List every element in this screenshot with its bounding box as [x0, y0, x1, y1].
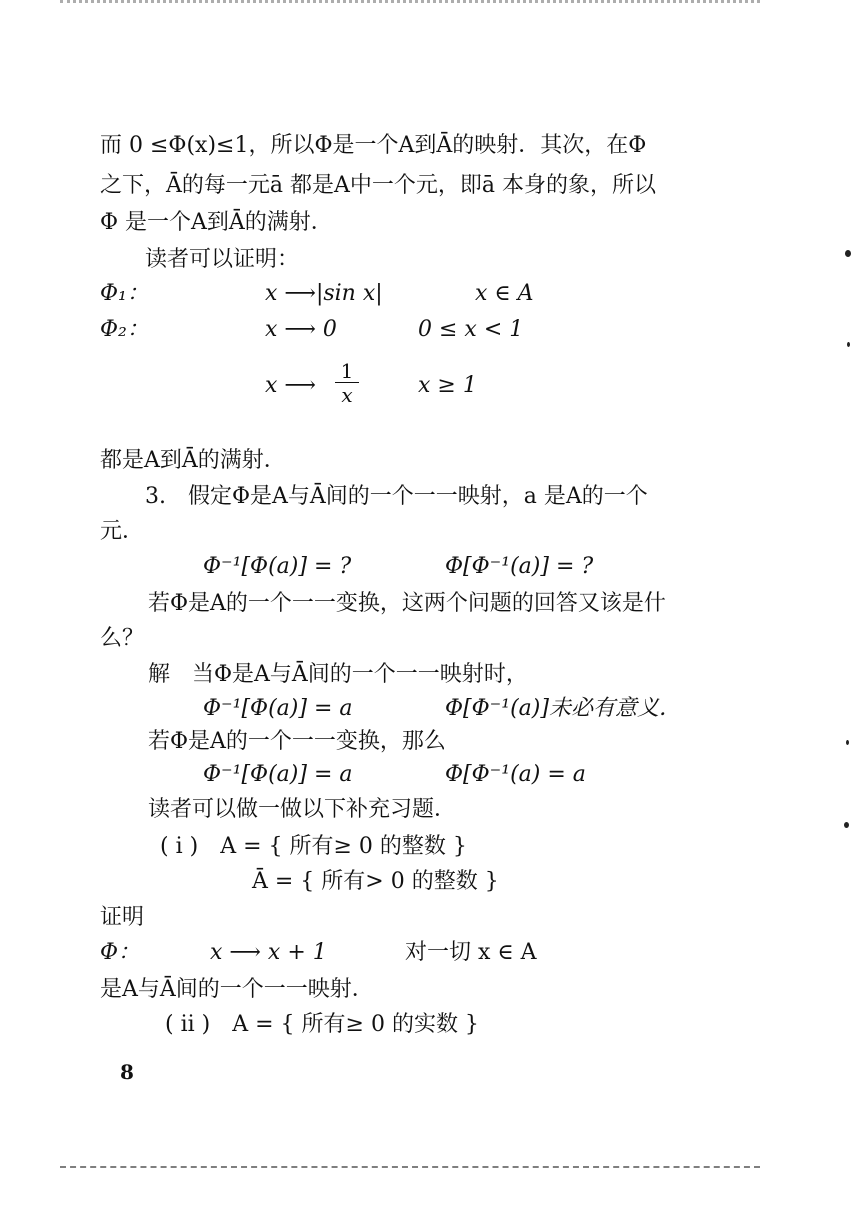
paragraph-text: 是A与Ā间的一个一一映射． [100, 977, 374, 1002]
formula: Φ[Φ⁻¹(a)] = ? [445, 554, 594, 579]
text-line [0, 862, 868, 902]
exercise-item: ( ii ) A = { 所有≥ 0 的实数 } [165, 1012, 479, 1037]
text-line [0, 477, 868, 517]
text-line [0, 584, 868, 624]
formula-line [0, 274, 868, 314]
exercise-item: ( i ) A = { 所有≥ 0 的整数 } [160, 834, 467, 859]
text-line [0, 1005, 868, 1045]
phi1-mapping: x ⟶|sin x| [265, 281, 383, 306]
phi1-domain: x ∈ A [475, 281, 534, 306]
solution-text: 读者可以做一做以下补充习题． [148, 797, 457, 822]
paragraph-text: 都是A到Ā的满射． [100, 448, 286, 473]
fraction [335, 360, 359, 407]
fraction-numerator: 1 [335, 360, 359, 383]
paragraph-text: Φ 是一个A到Ā的满射． [100, 210, 333, 235]
formula-line [0, 755, 868, 795]
phi2-label: Φ₂： [100, 317, 149, 342]
phi-domain: 对一切 x ∈ A [405, 940, 537, 965]
phi2-domain: 0 ≤ x < 1 [418, 317, 524, 342]
fraction-denominator: x [341, 383, 353, 407]
formula-line [0, 547, 868, 587]
page-number: 8 [120, 1060, 134, 1084]
formula: Φ⁻¹[Φ(a)] = ? [203, 554, 352, 579]
phi-mapping: x ⟶ x + 1 [210, 940, 327, 965]
phi2-mapping-second: x ⟶ [265, 373, 316, 398]
text-line [0, 126, 868, 166]
exercise-text: 么？ [100, 626, 145, 651]
text-line [0, 827, 868, 867]
formula: Φ[Φ⁻¹(a)]未必有意义． [445, 696, 681, 721]
formula-line [0, 933, 868, 973]
text-line [0, 166, 868, 206]
scan-speck [844, 822, 849, 828]
exercise-text: 若Φ是A的一个一一变换，这两个问题的回答又该是什 [148, 591, 666, 616]
phi-label: Φ： [100, 940, 141, 965]
text-line [0, 619, 868, 659]
phi2-mapping: x ⟶ 0 [265, 317, 337, 342]
scan-speck [847, 342, 850, 347]
scan-edge-bottom [60, 1166, 760, 1171]
proof-heading: 证明 [100, 905, 145, 930]
formula: Φ[Φ⁻¹(a) = a [445, 762, 586, 787]
exercise-text: 3. 假定Φ是A与Ā间的一个一一映射，a 是A的一个 [145, 484, 648, 509]
paragraph-text: 读者可以证明： [145, 247, 300, 272]
text-line [0, 790, 868, 830]
text-line [0, 203, 868, 243]
formula-line [0, 310, 868, 350]
text-line [0, 441, 868, 481]
text-line [0, 898, 868, 938]
scan-speck [845, 250, 851, 257]
solution-text: 若Φ是A的一个一一变换，那么 [148, 729, 446, 754]
exercise-item: Ā = { 所有> 0 的整数 } [252, 869, 499, 894]
scan-speck [846, 740, 849, 745]
formula: Φ⁻¹[Φ(a)] = a [203, 696, 353, 721]
solution-text: 解 当Φ是A与Ā间的一个一一映射时， [148, 662, 528, 687]
phi1-label: Φ₁： [100, 281, 149, 306]
phi2-domain-second: x ≥ 1 [418, 373, 477, 398]
formula: Φ⁻¹[Φ(a)] = a [203, 762, 353, 787]
formula-line [0, 366, 868, 406]
exercise-text: 元． [100, 519, 145, 544]
paragraph-text: 而 0 ≤Φ(x)≤1，所以Φ是一个A到Ā的映射．其次，在Φ [100, 133, 647, 158]
text-line [0, 512, 868, 552]
paragraph-text: 之下，Ā的每一元ā 都是A中一个元，即ā 本身的象，所以 [100, 173, 656, 198]
text-line [0, 970, 868, 1010]
scan-edge-top [60, 0, 760, 7]
